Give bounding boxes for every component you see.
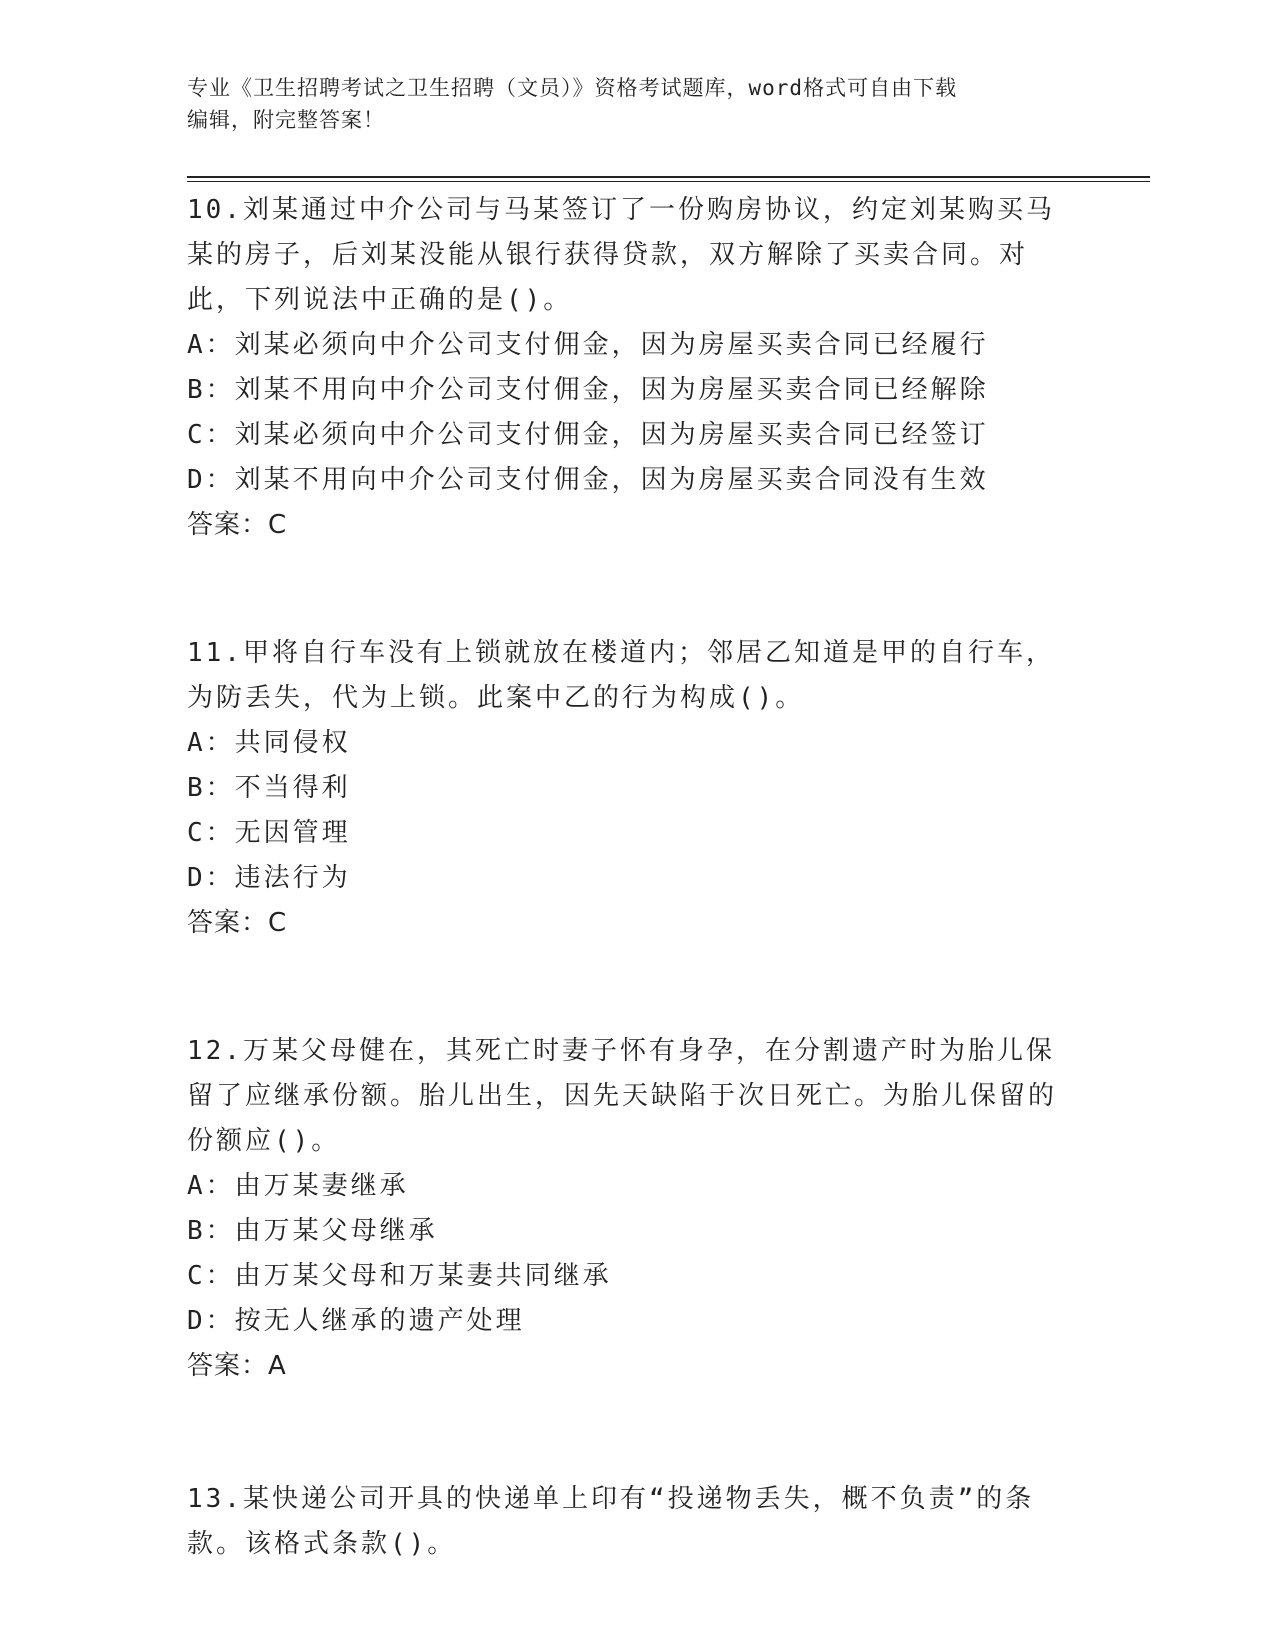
option-a: A：刘某必须向中介公司支付佣金，因为房屋买卖合同已经履行	[187, 330, 989, 360]
question-13	[187, 1477, 1077, 1567]
option-d: D：违法行为	[187, 863, 351, 893]
option-d: D：刘某不用向中介公司支付佣金，因为房屋买卖合同没有生效	[187, 465, 989, 495]
option-b: B：由万某父母继承	[187, 1216, 438, 1246]
question-list	[187, 188, 1077, 1567]
question-stem: 11.甲将自行车没有上锁就放在楼道内；邻居乙知道是甲的自行车，为防丢失，代为上锁。此案中乙的行为构成()。	[187, 638, 1055, 713]
answer-label: 答案：A	[187, 1351, 287, 1381]
question-spacer	[187, 548, 1077, 631]
question-spacer	[187, 946, 1077, 1029]
option-a: A：共同侵权	[187, 728, 351, 758]
question-stem: 10.刘某通过中介公司与马某签订了一份购房协议，约定刘某购买马某的房子，后刘某没能从银行获得贷款，双方解除了买卖合同。对此，下列说法中正确的是()。	[187, 195, 1055, 315]
answer-label: 答案：C	[187, 908, 288, 938]
option-c: C：无因管理	[187, 818, 351, 848]
header-line-2: 编辑，附完整答案！	[187, 108, 385, 132]
option-c: C：刘某必须向中介公司支付佣金，因为房屋买卖合同已经签订	[187, 420, 989, 450]
option-c: C：由万某父母和万某妻共同继承	[187, 1261, 612, 1291]
option-b: B：刘某不用向中介公司支付佣金，因为房屋买卖合同已经解除	[187, 375, 989, 405]
question-10	[187, 188, 1077, 548]
question-12	[187, 1029, 1077, 1389]
option-d: D：按无人继承的遗产处理	[187, 1306, 525, 1336]
option-b: B：不当得利	[187, 773, 351, 803]
question-stem: 13.某快递公司开具的快递单上印有“投递物丢失，概不负责”的条款。该格式条款()。	[187, 1484, 1035, 1559]
document-header	[187, 72, 1087, 136]
question-stem: 12.万某父母健在，其死亡时妻子怀有身孕，在分割遗产时为胎儿保留了应继承份额。胎儿出生，因先天缺陷于次日死亡。为胎儿保留的份额应()。	[187, 1036, 1058, 1156]
option-a: A：由万某妻继承	[187, 1171, 409, 1201]
question-spacer	[187, 1389, 1077, 1477]
question-11	[187, 631, 1077, 946]
header-divider-thick	[187, 176, 1150, 178]
answer-label: 答案：C	[187, 510, 288, 540]
header-divider-thin	[187, 181, 1150, 182]
header-line-1: 专业《卫生招聘考试之卫生招聘（文员）》资格考试题库，word格式可自由下载	[187, 76, 958, 100]
